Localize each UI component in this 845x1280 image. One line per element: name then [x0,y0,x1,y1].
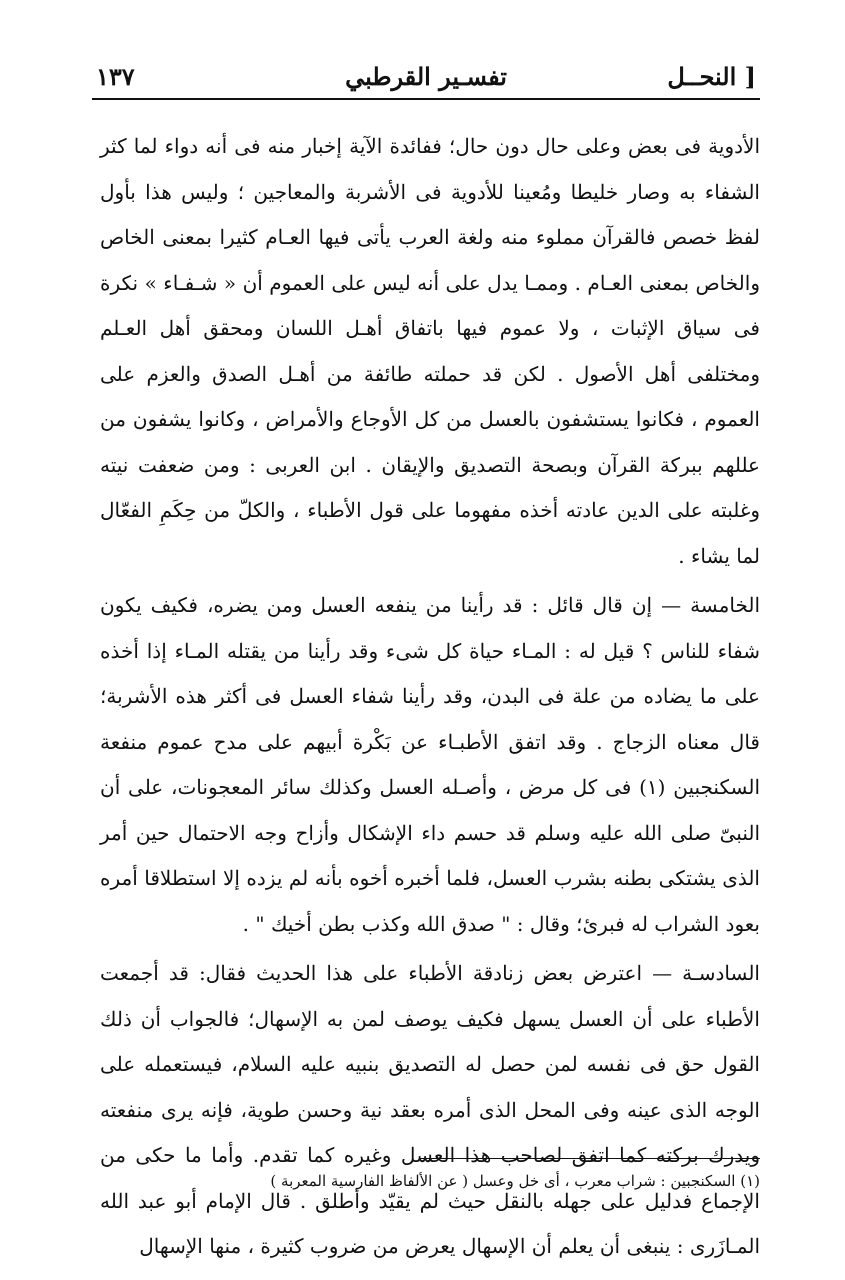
footnote: (١) السكنجبين : شراب معرب ، أى خل وعسل ( عن الألفاظ الفارسية المعربة ) [270,1172,760,1190]
book-title: تفسـير القرطبي [345,62,507,91]
surah-name: النحــل ] [667,62,756,91]
page-header [92,58,760,100]
main-text [100,124,760,1270]
paragraph: الأدوية فى بعض وعلى حال دون حال؛ ففائدة الآية إخبار منه فى أنه دواء لما كثر الشفاء به وصار خليطا ومُعينا للأدوية فى الأشربة والمعاجين ؛ وليس هذا بأول لفظ خصص فالقرآن مملوء منه ولغة العرب يأتى فيها العـام كثيرا بمعنى الخاص والخاص بمعنى العـام . وممـا يدل على أنه ليس على العموم أن « شـفـاء » نكرة فى سياق الإثبات ، ولا عموم فيها باتفاق أهـل اللسان ومحقق أهل العـلم ومختلفى أهل الأصول . لكن قد حملته طائفة من أهـل الصدق والعزم على العموم ، فكانوا يستشفون بالعسل من كل الأوجاع والأمراض ، وكانوا يشفون من عللهم ببركة القرآن وبصحة التصديق والإيقان . ابن العربى : ومن ضعفت نيته وغلبته على الدين عادته أخذه مفهوما على قول الأطباء ، والكلّ من حِكَمِ الفعّال لما يشاء . [100,134,760,568]
page-number: ١٣٧ [96,62,135,91]
paragraph: السادسـة — اعترض بعض زنادقة الأطباء على هذا الحديث فقال: قد أجمعت الأطباء على أن العسل يسهل فكيف يوصف لمن به الإسهال؛ فالجواب أن ذلك القول حق فى نفسه لمن حصل له التصديق بنبيه عليه السلام، فيستعمله على الوجه الذى عينه وفى المحل الذى أمره بعقد نية وحسن طوية، فإنه يرى منفعته ويدرك بركته كما اتفق لصاحب هذا العسل وغيره كما تقدم. وأما ما حكى من الإجماع فدليل على جهله بالنقل حيث لم يقيّد وأطلق . قال الإمام أبو عبد الله المـازَرى : ينبغى أن يعلم أن الإسهال يعرض من ضروب كثيرة ، منها الإسهال [100,961,760,1258]
paragraph: الخامسة — إن قال قائل : قد رأينا من ينفعه العسل ومن يضره، فكيف يكون شفاء للناس ؟ قيل له : المـاء حياة كل شىء وقد رأينا من يقتله المـاء إذا أخذه على ما يضاده من علة فى البدن، وقد رأينا شفاء العسل فى أكثر هذه الأشربة؛ قال معناه الزجاج . وقد اتفق الأطبـاء عن بَكْرة أبيهم على مدح عموم منفعة السكنجبين (١) فى كل مرض ، وأصـله العسل وكذلك سائر المعجونات، على أن النبىّ صلى الله عليه وسلم قد حسم داء الإشكال وأزاح وجه الاحتمال حين أمر الذى يشتكى بطنه بشرب العسل، فلما أخبره أخوه بأنه لم يزده إلا استطلاقا أمره بعود الشراب له فبرئ؛ وقال : " صدق الله وكذب بطن أخيك " . [100,593,761,936]
footnote-divider [420,1158,760,1159]
